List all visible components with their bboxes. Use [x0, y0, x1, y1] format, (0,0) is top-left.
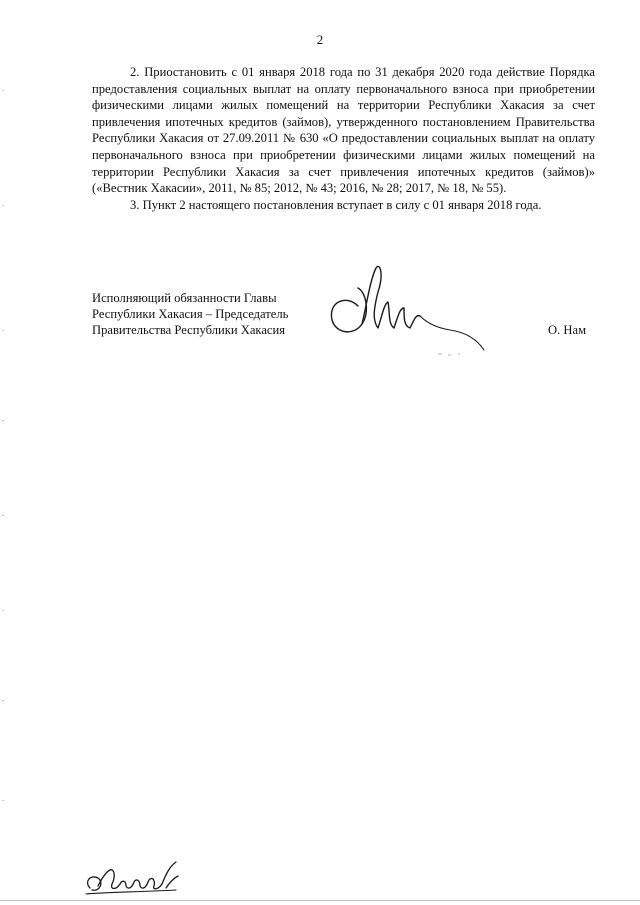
document-body: [92, 64, 595, 213]
paragraph-2: 2. Приостановить с 01 января 2018 года по 31 декабря 2020 года действие Порядка предоставления социальных выплат на оплату первоначального взноса при приобретении физическими лицами жилых помещений на территории Республики Хакасия за счет привлечения ипотечных кредитов (займов), утвержденного постановлением Правительства Республики Хакасия от 27.09.2011 № 630 «О предоставлении социальных выплат на оплату первоначального взноса при приобретении физическими лицами жилых помещений на территории Республики Хакасия за счет привлечения ипотечных кредитов (займов)» («Вестник Хакасии», 2011, № 85; 2012, № 43; 2016, № 28; 2017, № 18, № 55).: [92, 65, 595, 196]
paragraph-3: 3. Пункт 2 настоящего постановления вступает в силу с 01 января 2018 года.: [130, 197, 542, 212]
signatory-title-line: Республики Хакасия – Председатель: [92, 307, 289, 321]
page-number: 2: [316, 32, 324, 47]
signer-name: О. Нам: [548, 323, 587, 337]
signatory-title-line: Правительства Республики Хакасия: [92, 323, 286, 337]
scan-edge-marks: [2, 0, 6, 905]
handwritten-signature: [318, 258, 498, 358]
signatory-title-line: Исполняющий обязанности Главы: [92, 291, 277, 305]
handwritten-initials: [80, 858, 190, 900]
page-bottom-edge: [0, 900, 640, 901]
